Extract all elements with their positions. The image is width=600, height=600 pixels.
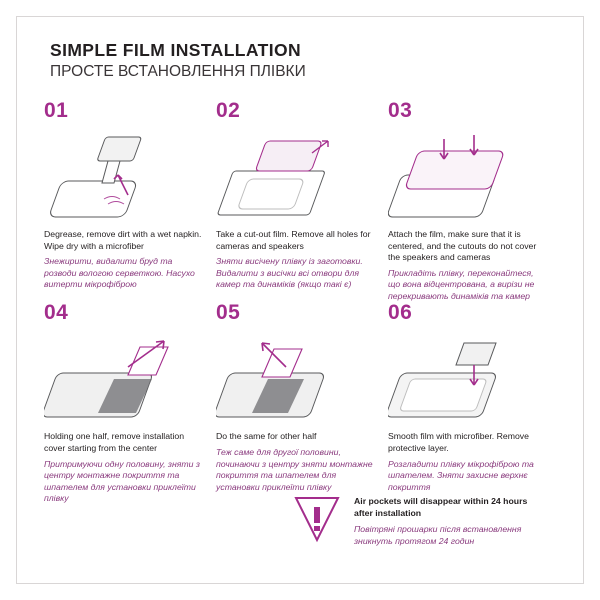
step-caption-en: Do the same for other half xyxy=(216,431,317,442)
step-06 xyxy=(388,302,556,504)
step-02-illustration xyxy=(216,125,376,221)
step-04 xyxy=(44,302,212,504)
footer-note-uk: Повітряні прошарки після встановлення зникнуть протягом 24 годин xyxy=(354,524,522,546)
step-number: 06 xyxy=(388,301,413,325)
step-number: 04 xyxy=(44,301,69,325)
step-caption-en: Smooth film with microfiber. Remove protective layer. xyxy=(388,431,529,453)
step-caption-uk: Теж саме для другої половини, починаючи з центру зняти монтажне покриття та шпателем для установки приклеїти плівку xyxy=(216,446,373,492)
step-number: 03 xyxy=(388,99,413,122)
step-caption-en: Holding one half, remove installation cover starting from the center xyxy=(44,431,185,453)
step-caption-uk: Прикладіть плівку, переконайтеся, що вона відцентрована, а вирізи не перекривають динаміків та камер xyxy=(388,267,535,301)
footer-note xyxy=(290,492,540,547)
footer-note-en: Air pockets will disappear within 24 hours after installation xyxy=(354,496,528,518)
step-05 xyxy=(216,302,384,504)
page-subtitle: ПРОСТЕ ВСТАНОВЛЕННЯ ПЛІВКИ xyxy=(50,63,306,81)
header xyxy=(50,40,530,82)
step-01-illustration xyxy=(44,125,204,221)
steps-grid xyxy=(44,100,556,505)
page-title: SIMPLE FILM INSTALLATION xyxy=(50,40,302,60)
step-05-illustration xyxy=(216,327,376,423)
step-caption-en: Take a cut-out film. Remove all holes for cameras and speakers xyxy=(216,229,371,251)
step-06-illustration xyxy=(388,327,548,423)
step-caption-uk: Розгладити плівку мікрофіброю та шпателем. Зняти захисне верхнє покриття xyxy=(388,458,534,492)
step-number: 01 xyxy=(44,99,69,122)
step-caption-en: Degrease, remove dirt with a wet napkin. Wipe dry with a microfiber xyxy=(44,229,202,251)
step-04-illustration xyxy=(44,327,204,423)
step-number: 02 xyxy=(216,99,241,122)
step-caption-uk: Притримуючи одну половину, зняти з центру монтажне покриття та шпателем для установки приклеїти плівку xyxy=(44,458,200,504)
step-caption-en: Attach the film, make sure that it is centered, and the cutouts do not cover the speakers and cameras xyxy=(388,229,537,263)
step-03-illustration xyxy=(388,125,548,221)
step-caption-uk: Зняти висічену плівку із заготовки. Видалити з висічки всі отвори для камер та динаміків (якщо такі є) xyxy=(216,256,363,290)
step-caption-uk: Знежирити, видалити бруд та розводи вологою серветкою. Насухо витерти мікрофіброю xyxy=(44,256,195,290)
step-02 xyxy=(216,100,384,302)
warning-exclamation-icon xyxy=(290,494,344,544)
step-03 xyxy=(388,100,556,302)
step-01 xyxy=(44,100,212,302)
step-number: 05 xyxy=(216,301,241,325)
